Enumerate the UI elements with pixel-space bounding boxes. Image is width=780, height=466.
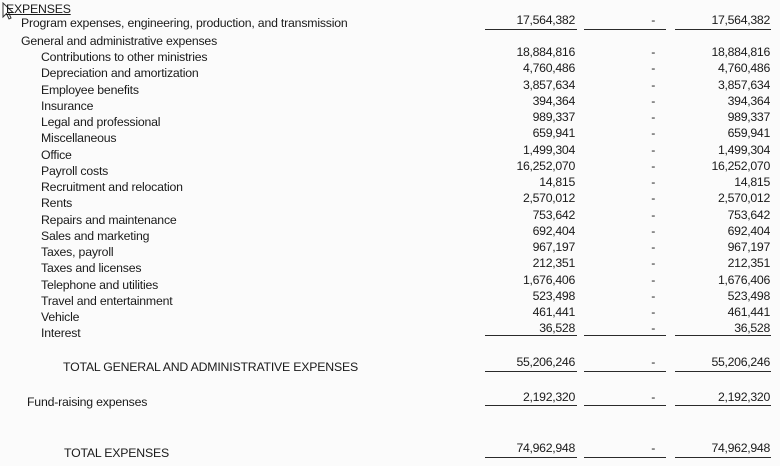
col3-value: 659,941	[727, 126, 770, 141]
col3-value: 55,206,246	[711, 355, 770, 369]
ga-subheading: General and administrative expenses	[21, 34, 218, 48]
col3-value: 523,498	[727, 288, 770, 303]
col1-value: 1,676,406	[522, 272, 575, 287]
col3-value: 753,642	[727, 207, 770, 222]
underline	[584, 29, 666, 30]
col3-value: 989,337	[727, 110, 770, 124]
underline	[485, 371, 577, 372]
col2-value: -	[651, 272, 655, 287]
col1-value: 461,441	[532, 305, 575, 319]
col1-value: 17,564,382	[516, 13, 575, 27]
col2-value: -	[651, 288, 655, 303]
col2-value: -	[651, 305, 655, 319]
col1-value: 659,941	[532, 126, 575, 141]
col1-value: 36,528	[539, 321, 575, 336]
col3-value: 461,441	[727, 305, 770, 319]
col3-value: 16,252,070	[711, 158, 770, 173]
row-label: Payroll costs	[41, 163, 109, 178]
col3-value: 212,351	[727, 256, 770, 271]
col2-value: -	[651, 390, 655, 404]
col3-value: 18,884,816	[711, 45, 770, 59]
col1-value: 4,760,486	[522, 61, 575, 76]
row-label: Recruitment and relocation	[41, 180, 183, 194]
row-label: Depreciation and amortization	[41, 66, 199, 81]
row-label: Office	[41, 147, 72, 162]
underline	[675, 457, 771, 458]
row-label: TOTAL EXPENSES	[64, 446, 169, 460]
col3-value: 1,499,304	[717, 142, 770, 157]
col3-value: 394,364	[727, 93, 770, 108]
col1-value: 753,642	[532, 207, 575, 222]
col2-value: -	[651, 240, 655, 254]
col2-value: -	[651, 256, 655, 271]
col2-value: -	[651, 207, 655, 222]
col1-value: 1,499,304	[522, 142, 575, 157]
row-label: Fund-raising expenses	[27, 395, 148, 409]
col1-value: 2,570,012	[522, 191, 575, 206]
col2-value: -	[651, 13, 655, 27]
col1-value: 523,498	[532, 288, 575, 303]
col2-value: -	[651, 321, 655, 336]
col1-value: 3,857,634	[522, 77, 575, 92]
row-label: Repairs and maintenance	[41, 212, 177, 227]
col1-value: 2,192,320	[522, 390, 575, 404]
col3-value: 692,404	[727, 223, 770, 238]
col3-value: 2,570,012	[717, 191, 770, 206]
col2-value: -	[651, 355, 655, 369]
col2-value: -	[651, 93, 655, 108]
col3-value: 4,760,486	[717, 61, 770, 76]
underline	[675, 371, 771, 372]
col3-value: 36,528	[734, 321, 770, 336]
col3-value: 14,815	[734, 175, 770, 189]
col2-value: -	[651, 110, 655, 124]
col1-value: 55,206,246	[516, 355, 575, 369]
underline	[584, 335, 666, 336]
underline	[675, 29, 771, 30]
col2-value: -	[651, 175, 655, 189]
col2-value: -	[651, 45, 655, 59]
col3-value: 1,676,406	[717, 272, 770, 287]
col1-value: 18,884,816	[516, 45, 575, 59]
underline	[675, 335, 771, 336]
underline	[584, 457, 666, 458]
row-label: Contributions to other ministries	[41, 50, 208, 64]
col1-value: 989,337	[532, 110, 575, 124]
row-label: Travel and entertainment	[41, 293, 173, 308]
col2-value: -	[651, 223, 655, 238]
col1-value: 74,962,948	[516, 441, 575, 455]
row-label: TOTAL GENERAL AND ADMINISTRATIVE EXPENSES	[63, 360, 358, 374]
col3-value: 17,564,382	[711, 13, 770, 27]
col2-value: -	[651, 191, 655, 206]
row-label: Insurance	[41, 98, 94, 113]
row-label: Taxes, payroll	[41, 245, 114, 259]
col2-value: -	[651, 61, 655, 76]
col2-value: -	[651, 142, 655, 157]
underline	[485, 335, 577, 336]
col3-value: 3,857,634	[717, 77, 770, 92]
underline	[675, 405, 771, 406]
row-label: Sales and marketing	[41, 228, 150, 243]
underline	[485, 29, 577, 30]
row-label: Interest	[41, 326, 81, 341]
section-heading: EXPENSES	[6, 2, 71, 16]
underline	[584, 405, 666, 406]
col2-value: -	[651, 441, 655, 455]
col2-value: -	[651, 158, 655, 173]
underline	[485, 405, 577, 406]
row-label: Legal and professional	[41, 115, 161, 129]
underline	[584, 371, 666, 372]
col3-value: 967,197	[727, 240, 770, 254]
row-label: Telephone and utilities	[41, 277, 159, 292]
row-label: Taxes and licenses	[41, 261, 142, 276]
col1-value: 16,252,070	[516, 158, 575, 173]
col1-value: 692,404	[532, 223, 575, 238]
row-label: Program expenses, engineering, production, and transmission	[21, 16, 348, 30]
col1-value: 967,197	[532, 240, 575, 254]
col2-value: -	[651, 77, 655, 92]
underline	[485, 457, 577, 458]
col1-value: 14,815	[539, 175, 575, 189]
col1-value: 394,364	[532, 93, 575, 108]
row-label: Miscellaneous	[41, 131, 117, 146]
col1-value: 212,351	[532, 256, 575, 271]
col2-value: -	[651, 126, 655, 141]
row-label: Vehicle	[41, 310, 80, 324]
row-label: Rents	[41, 196, 73, 211]
row-label: Employee benefits	[41, 82, 139, 97]
col3-value: 74,962,948	[711, 441, 770, 455]
col3-value: 2,192,320	[717, 390, 770, 404]
